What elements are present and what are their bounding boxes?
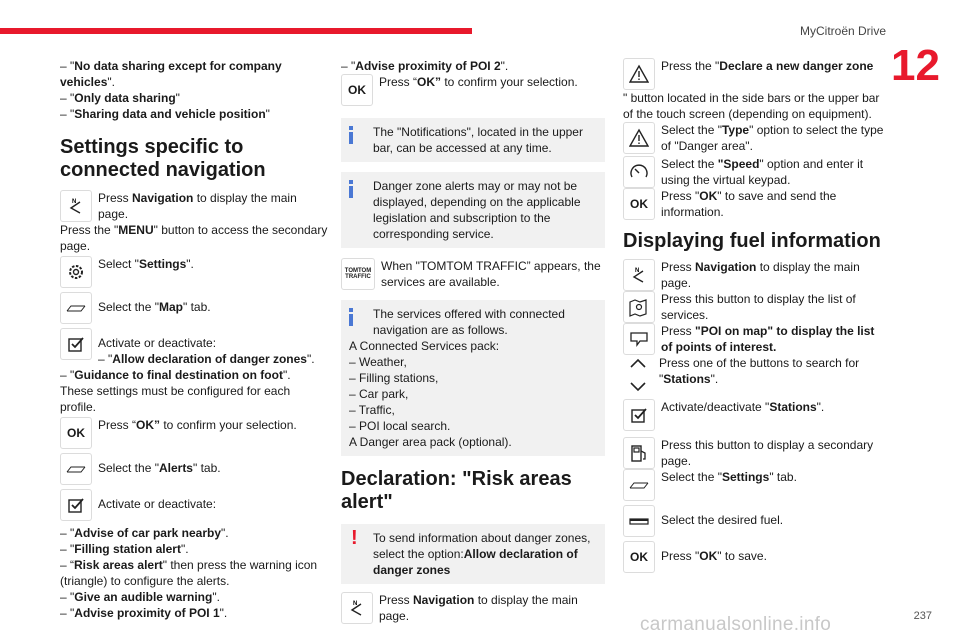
step-secondary: Press this button to display a secondary page. <box>623 437 889 469</box>
tab-icon <box>60 453 92 485</box>
column-3 <box>623 58 889 573</box>
header-red-bar <box>0 28 472 34</box>
ok-icon: OK <box>623 188 655 220</box>
step-ok: OK Press “OK” to confirm your selection. <box>341 74 605 106</box>
warning-icon: ! <box>351 527 358 549</box>
svg-text:N: N <box>72 199 77 205</box>
step-navigation: N Press Navigation to display the main page. <box>623 259 889 291</box>
navigation-icon <box>60 190 92 222</box>
section-heading: Displaying fuel information <box>623 230 881 252</box>
alert-item: – "Advise proximity of POI 1". <box>60 606 228 620</box>
speedometer-icon <box>623 156 655 188</box>
step-declare: Press the "Declare a new danger zone <box>623 58 889 90</box>
step-tomtom: TOMTOM TRAFFIC When "TOMTOM TRAFFIC” appears, the services are available. <box>341 258 605 290</box>
navigation-icon <box>341 592 373 624</box>
chevron-up-down-icon <box>623 355 653 395</box>
section-heading: Declaration: "Risk areas alert" <box>341 468 572 513</box>
ok-icon: OK <box>60 417 92 449</box>
option-line: – "No data sharing except for company vehicles". <box>60 59 282 89</box>
step-activate-stations: Activate/deactivate "Stations". <box>623 399 889 431</box>
alert-item: – "Advise of car park nearby". <box>60 526 229 540</box>
alert-item: – "Give an audible warning". <box>60 590 220 604</box>
gear-icon <box>60 256 92 288</box>
column-1 <box>60 58 328 621</box>
guide-line: – "Guidance to final destination on foot". <box>60 368 291 382</box>
info-icon <box>349 126 353 144</box>
column-2 <box>341 58 605 624</box>
alert-item: – “Risk areas alert" then press the warning icon (triangle) to configure the alerts. <box>60 558 318 588</box>
tomtom-traffic-icon: TOMTOM TRAFFIC <box>341 258 375 290</box>
warning-note: ! To send information about danger zones, select the option:Allow declaration of danger zones <box>341 524 605 584</box>
tab-icon <box>623 469 655 501</box>
option-line: – "Only data sharing" <box>60 91 180 105</box>
svg-text:N: N <box>353 601 358 607</box>
warning-triangle-icon <box>623 122 655 154</box>
section-heading: Settings specific to connected navigation <box>60 136 266 181</box>
step-ok-send: OK Press "OK" to save and send the information. <box>623 188 889 220</box>
option-line: – "Sharing data and vehicle position" <box>60 107 270 121</box>
info-icon <box>349 180 353 198</box>
fuel-pump-icon <box>623 437 655 469</box>
header-title: MyCitroën Drive <box>799 24 886 38</box>
configured-text: These settings must be configured for each profile. <box>60 384 291 414</box>
alert-item: – "Filling station alert". <box>60 542 189 556</box>
step-stations: Press one of the buttons to search for "Stations". <box>623 355 889 399</box>
step-ok: OK Press “OK” to confirm your selection. <box>60 417 328 449</box>
step-map-tab: Select the "Map" tab. <box>60 292 328 324</box>
step-type: Select the "Type" option to select the type of "Danger area". <box>623 122 889 154</box>
menu-text: Press the "MENU" button to access the secondary page. <box>60 223 328 253</box>
step-services: Press this button to display the list of services. <box>623 291 889 323</box>
watermark: carmanualsonline.info <box>640 614 832 635</box>
ok-icon: OK <box>623 541 655 573</box>
step-speed: Select the "Speed" option and enter it using the virtual keypad. <box>623 156 889 188</box>
step-fuel: Select the desired fuel. <box>623 505 889 537</box>
chapter-number: 12 <box>891 41 940 90</box>
fuel-option-icon <box>623 505 655 537</box>
info-icon <box>349 308 353 326</box>
step-navigation: N Press Navigation to display the main page. <box>341 592 605 624</box>
poi-icon <box>623 323 655 355</box>
step-activate: Activate or deactivate: – "Allow declaration of danger zones". <box>60 328 328 367</box>
info-note: Danger zone alerts may or may not be displayed, depending on the applicable legislation and subscription to the corresponding service. <box>341 172 605 248</box>
step-poi: Press "POI on map" to display the list of points of interest. <box>623 323 889 355</box>
ok-icon: OK <box>341 74 373 106</box>
poi2-line: – "Advise proximity of POI 2". <box>341 59 509 73</box>
checkbox-icon <box>60 489 92 521</box>
step-settings: Select "Settings". <box>60 256 328 288</box>
info-note: The "Notifications", located in the upper bar, can be accessed at any time. <box>341 118 605 162</box>
info-note: The services offered with connected navigation are as follows. A Connected Services pack: – Weather, – Filling stations, – Car park, – Traffic, – POI local search. A Danger area pack (optional). <box>341 300 605 456</box>
declare-rest: " button located in the side bars or the upper bar of the touch screen (depending on equipment). <box>623 91 880 121</box>
checkbox-icon <box>60 328 92 360</box>
step-alerts-tab: Select the "Alerts" tab. <box>60 453 328 485</box>
navigation-icon <box>623 259 655 291</box>
step-navigation: N Press Navigation to display the main page. <box>60 190 328 222</box>
page-number: 237 <box>913 610 932 622</box>
arrow-buttons <box>623 355 653 399</box>
step-settings-tab: Select the "Settings" tab. <box>623 469 889 501</box>
svg-text:N: N <box>635 268 640 274</box>
step-activate-2: Activate or deactivate: <box>60 489 328 521</box>
services-map-icon <box>623 291 655 323</box>
warning-triangle-icon <box>623 58 655 90</box>
tab-icon <box>60 292 92 324</box>
checkbox-icon <box>623 399 655 431</box>
step-save: OK Press "OK" to save. <box>623 541 889 573</box>
